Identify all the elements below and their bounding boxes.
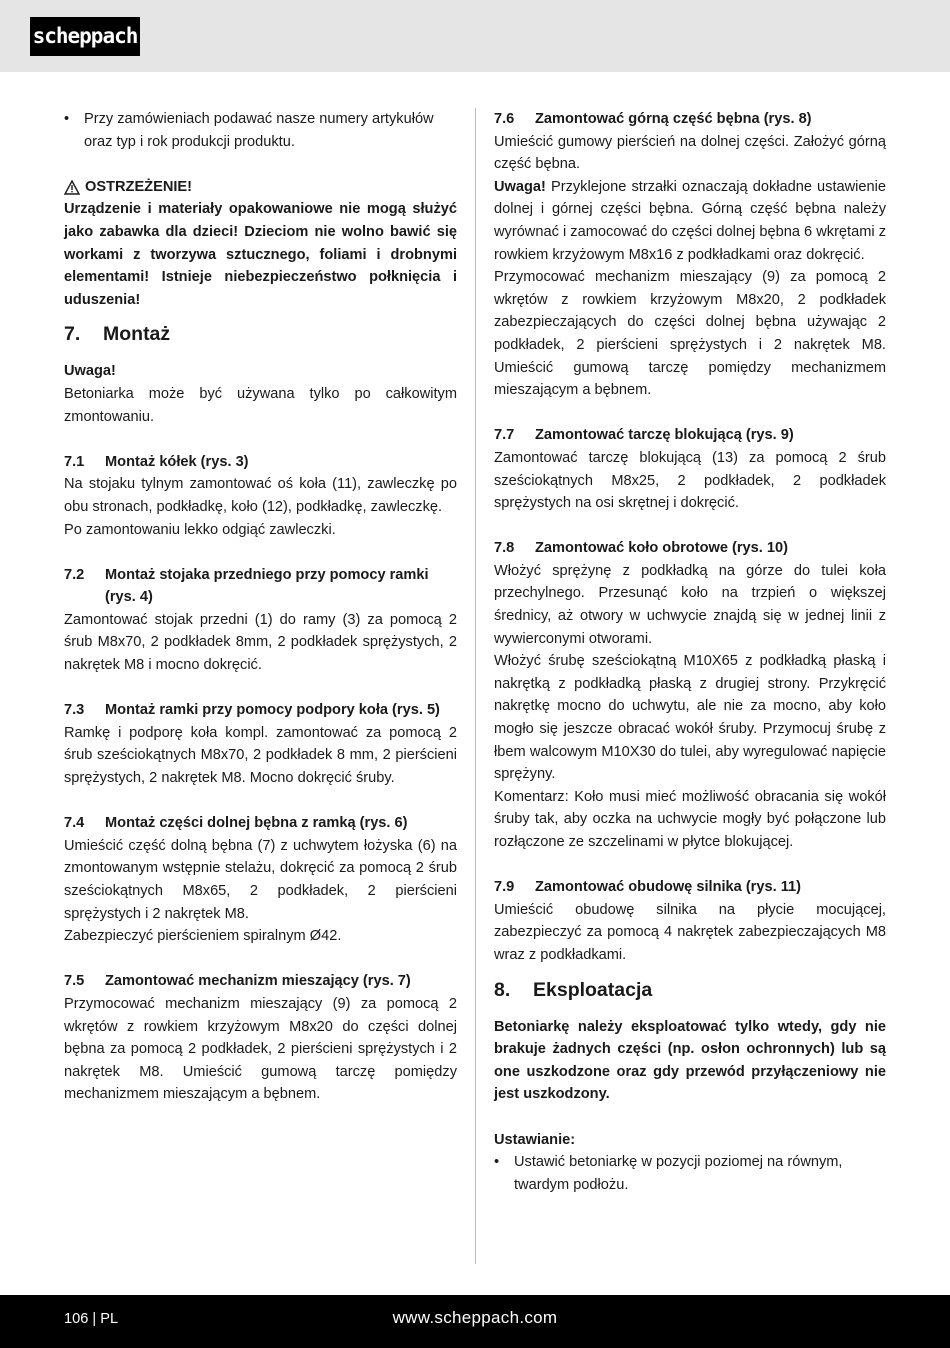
scheppach-logo: scheppach bbox=[30, 17, 140, 56]
section-7-heading bbox=[64, 320, 457, 348]
subsection-number: 7.4 bbox=[64, 815, 85, 832]
left-column bbox=[64, 108, 457, 1106]
subsection-number: 7.3 bbox=[64, 702, 85, 719]
subsection-number: 7.5 bbox=[64, 973, 85, 990]
paragraph: Przymocować mechanizm mieszający (9) za pomocą 2 wkrętów z rowkiem krzyżowym M8x20, 2 podkładek zabezpieczających do części dolnej bębna używając 2 podkładek, 2 pierścieni sprężystych i 2 nakrętek M8. Umieścić gumową tarczę pomiędzy mechanizmem mieszającym a bębnem. bbox=[494, 269, 886, 399]
subsection-title: Zamontować koło obrotowe (rys. 10) bbox=[535, 540, 788, 557]
page-header bbox=[0, 0, 950, 72]
paragraph: Włożyć sprężynę z podkładką na górze do tulei koła przechylnego. Przesunąć koło na trzpień o większej średnicy, aż otwory w uchwycie znajdą się w jednej linii z wywierconymi otworami. bbox=[494, 562, 886, 647]
warning-text: Urządzenie i materiały opakowaniowe nie mogą służyć jako zabawka dla dzieci! Dzieciom nie wolno bawić się workami z tworzywa sztucznego, foliami i drobnymi elementami! Istnieje niebezpieczeństwo połknięcia i uduszenia! bbox=[64, 201, 457, 308]
section-number: 8. bbox=[494, 978, 511, 1001]
subsection-title: Montaż ramki przy pomocy podpory koła (rys. 5) bbox=[105, 702, 440, 719]
subsection-7-2-heading bbox=[64, 564, 457, 609]
subsection-number: 7.7 bbox=[494, 427, 515, 444]
paragraph: Ramkę i podporę koła kompl. zamontować za pomocą 2 śrub sześciokątnych M8x70, 2 podkładek 8 mm, 2 pierścieni sprężystych, 2 nakrętek M8. Mocno dokręcić śruby. bbox=[64, 724, 457, 787]
warning-triangle-icon bbox=[64, 180, 80, 195]
subsection-title: Montaż kółek (rys. 3) bbox=[105, 453, 249, 470]
paragraph: Umieścić gumowy pierścień na dolnej części. Założyć górną część bębna. bbox=[494, 133, 886, 173]
section-number: 7. bbox=[64, 323, 81, 346]
page-footer bbox=[0, 1295, 950, 1348]
subsection-7-6-heading bbox=[494, 108, 886, 131]
subsection-title: Zamontować obudowę silnika (rys. 11) bbox=[535, 879, 801, 896]
subsection-title: Montaż części dolnej bębna z ramką (rys. 6) bbox=[105, 815, 408, 832]
paragraph: Zabezpieczyć pierścieniem spiralnym Ø42. bbox=[64, 928, 342, 945]
column-divider bbox=[475, 108, 476, 1264]
paragraph: Zamontować stojak przedni (1) do ramy (3) za pomocą 2 śrub M8x70, 2 podkładek 8mm, 2 podkładek sprężystych, 2 nakrętek M8 i mocno dokręcić. bbox=[64, 611, 457, 674]
subsection-7-3-heading bbox=[64, 699, 457, 722]
intro-bullet: • Przy zamówieniach podawać nasze numery artykułów oraz typ i rok produkcji produktu. bbox=[64, 108, 457, 153]
paragraph: Przymocować mechanizm mieszający (9) za pomocą 2 wkrętów z rowkiem krzyżowym M8x20 do części dolnej bębna za pomocą 2 podkładek, 2 pierścieni sprężystych i 2 nakrętek M8. Umieścić gumową tarczę pomiędzy mechanizmem mieszającym a bębnem. bbox=[64, 995, 457, 1103]
warning-title: OSTRZEŻENIE! bbox=[85, 178, 193, 195]
website-link[interactable]: www.scheppach.com bbox=[392, 1308, 558, 1327]
subsection-title: Zamontować górną część bębna (rys. 8) bbox=[535, 111, 812, 127]
paragraph: Umieścić obudowę silnika na płycie mocującej, zabezpieczyć za pomocą 4 nakrętek zabezpieczających M8 wraz z podkładkami. bbox=[494, 901, 886, 963]
subsection-number: 7.9 bbox=[494, 879, 515, 896]
warning-heading bbox=[64, 176, 457, 199]
subsection-7-4-heading bbox=[64, 812, 457, 835]
setup-title: Ustawianie: bbox=[494, 1131, 576, 1148]
subsection-7-5-heading bbox=[64, 970, 457, 993]
section-title: Montaż bbox=[103, 323, 171, 346]
paragraph: Po zamontowaniu lekko odgiąć zawleczki. bbox=[64, 521, 336, 538]
operation-warning: Betoniarkę należy eksploatować tylko wtedy, gdy nie brakuje żadnych części (np. osłon ochronnych) lub są one uszkodzone oraz gdy przewód przyłączeniowy nie jest uszkodzony. bbox=[494, 1018, 886, 1103]
paragraph: Komentarz: Koło musi mieć możliwość obracania się wokół śruby tak, aby oczka na uchwycie mogły być połączone lub rozłączone ze szczelinami w płytce blokującej. bbox=[494, 788, 886, 850]
note-text: Betoniarka może być używana tylko po całkowitym zmontowaniu. bbox=[64, 385, 457, 425]
section-8-heading bbox=[494, 976, 886, 1004]
section-title: Eksploatacja bbox=[533, 978, 653, 1001]
setup-bullet: • Ustawić betoniarkę w pozycji poziomej na równym, twardym podłożu. bbox=[494, 1151, 886, 1196]
subsection-number: 7.2 bbox=[64, 566, 85, 583]
note-body: Przyklejone strzałki oznaczają dokładne ustawienie dolnej i górnej części bębna. Górną część bębna należy wyrównać i zamocować do części dolnej bębna 6 wkrętami z rowkiem krzyżowym M8x16 z podkładkami oraz dokręcić. bbox=[494, 178, 886, 263]
subsection-number: 7.6 bbox=[494, 111, 515, 127]
note-title: Uwaga! bbox=[64, 363, 116, 380]
right-column bbox=[494, 108, 886, 1196]
subsection-7-8-heading bbox=[494, 537, 886, 560]
paragraph: Zamontować tarczę blokującą (13) za pomocą 2 śrub sześciokątnych M8x25, 2 podkładek, 2 podkładek sprężystych na osi skrętnej i dokręcić. bbox=[494, 449, 886, 512]
subsection-7-1-heading bbox=[64, 451, 457, 474]
subsection-number: 7.8 bbox=[494, 540, 515, 557]
subsection-7-7-heading bbox=[494, 424, 886, 447]
subsection-number: 7.1 bbox=[64, 453, 85, 470]
subsection-title: Zamontować mechanizm mieszający (rys. 7) bbox=[105, 973, 411, 990]
paragraph: Umieścić część dolną bębna (7) z uchwytem łożyska (6) na zmontowanym wstępnie stelażu, dokręcić za pomocą 2 śrub sześciokątnych M8x65, 2 podkładek, 2 pierścieni sprężystych i 2 nakrętek M8. bbox=[64, 837, 457, 922]
paragraph: Włożyć śrubę sześciokątną M10X65 z podkładką płaską i nakrętką z podkładką płaską z drugiej strony. Przykręcić nakrętkę mocno do uchwytu, ale nie za mocno, aby koło mogło się jeszcze obracać wokół śruby. Przymocuj śrubę z łbem walcowym M10X30 do tulei, aby wyregulować napięcie sprężyny. bbox=[494, 653, 886, 783]
subsection-title: Zamontować tarczę blokującą (rys. 9) bbox=[535, 427, 794, 444]
page-number: 106 | PL bbox=[64, 1311, 119, 1327]
subsection-title: Montaż stojaka przedniego przy pomocy ramki (rys. 4) bbox=[105, 566, 429, 606]
subsection-7-9-heading bbox=[494, 876, 886, 899]
note-label: Uwaga! bbox=[494, 178, 546, 195]
paragraph: Na stojaku tylnym zamontować oś koła (11), zawleczkę po obu stronach, podkładkę, koło (12), podkładkę, zawleczkę. bbox=[64, 476, 457, 515]
paragraph bbox=[494, 176, 886, 266]
